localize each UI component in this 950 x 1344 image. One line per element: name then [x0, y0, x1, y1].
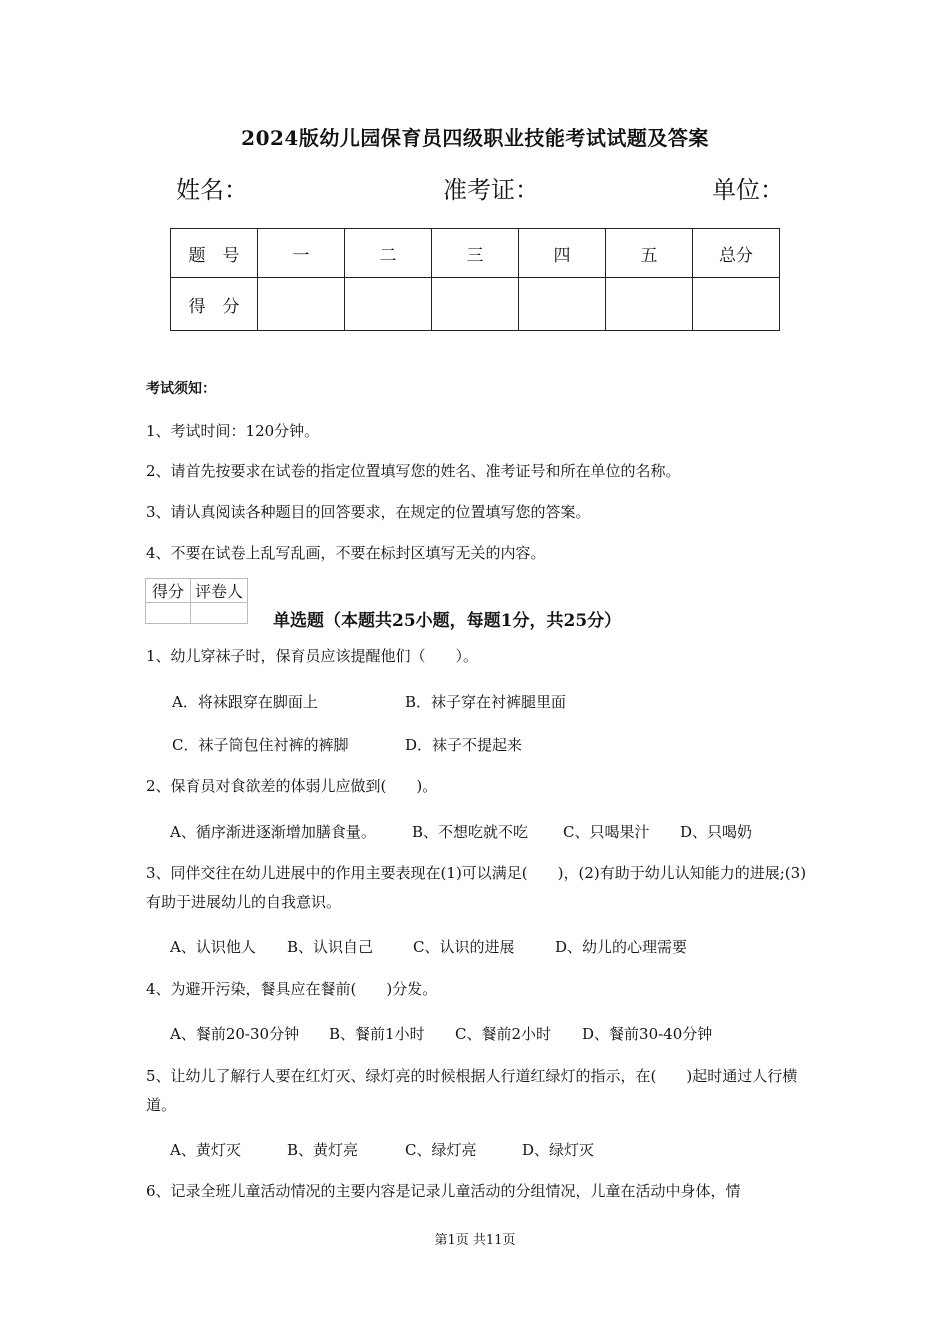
score-table — [170, 228, 780, 331]
score-table-header-row — [171, 229, 780, 278]
option: A、循序渐进逐渐增加膳食量。 — [170, 823, 376, 841]
grader-reviewer-label: 评卷人 — [191, 579, 248, 603]
option: D．袜子不提起来 — [405, 736, 523, 754]
score-row-label: 得 分 — [171, 278, 258, 331]
option: D、绿灯灭 — [522, 1141, 595, 1159]
header-cell: 二 — [345, 229, 432, 278]
name-label: 姓名： — [176, 176, 248, 204]
option: D、餐前30-40分钟 — [582, 1025, 713, 1043]
score-cell — [258, 278, 345, 331]
header-cell: 四 — [519, 229, 606, 278]
notice-item: 2、请首先按要求在试卷的指定位置填写您的姓名、准考证号和所在单位的名称。 — [146, 462, 681, 480]
question-text: 5、让幼儿了解行人要在红灯灭、绿灯亮的时候根据人行道红绿灯的指示，在( )起时通过人行横道。 — [146, 1067, 798, 1114]
option: B、黄灯亮 — [287, 1141, 359, 1159]
header-cell: 三 — [432, 229, 519, 278]
option: C、认识的进展 — [413, 938, 515, 956]
option: B、餐前1小时 — [329, 1025, 425, 1043]
notice-item: 4、不要在试卷上乱写乱画，不要在标封区填写无关的内容。 — [146, 544, 546, 562]
option: B、不想吃就不吃 — [412, 823, 529, 841]
notice-item: 3、请认真阅读各种题目的回答要求，在规定的位置填写您的答案。 — [146, 503, 591, 521]
option: A．将袜跟穿在脚面上 — [172, 693, 318, 711]
score-cell — [345, 278, 432, 331]
candidate-info — [0, 170, 950, 204]
score-cell — [519, 278, 606, 331]
option: C、只喝果汁 — [563, 823, 650, 841]
option: A、黄灯灭 — [170, 1141, 241, 1159]
grader-score-label: 得分 — [146, 579, 191, 603]
option: A、认识他人 — [170, 938, 256, 956]
notice-item: 1、考试时间：120分钟。 — [146, 422, 320, 440]
question-text: 2、保育员对食欲差的体弱儿应做到( )。 — [146, 777, 438, 795]
option: A、餐前20-30分钟 — [170, 1025, 300, 1043]
header-cell: 总分 — [693, 229, 780, 278]
question-text: 4、为避开污染，餐具应在餐前( )分发。 — [146, 980, 438, 998]
grader-reviewer-cell — [191, 603, 248, 624]
unit-label: 单位： — [712, 176, 784, 204]
option: B、认识自己 — [287, 938, 374, 956]
option: C．袜子筒包住衬裤的裤脚 — [172, 736, 349, 754]
notice-heading: 考试须知： — [146, 381, 216, 397]
option: D、幼儿的心理需要 — [555, 938, 688, 956]
question-text: 6、记录全班儿童活动情况的主要内容是记录儿童活动的分组情况，儿童在活动中身体，情 — [146, 1182, 741, 1200]
grader-box — [145, 578, 248, 624]
option: D、只喝奶 — [680, 823, 753, 841]
option: C、餐前2小时 — [455, 1025, 552, 1043]
header-cell: 一 — [258, 229, 345, 278]
page-footer: 第1页 共11页 — [434, 1233, 516, 1248]
grader-score-cell — [146, 603, 191, 624]
question-text: 3、同伴交往在幼儿进展中的作用主要表现在(1)可以满足( )，(2)有助于幼儿认知能力的进展;(3)有助于进展幼儿的自我意识。 — [146, 864, 807, 911]
header-cell: 题 号 — [171, 229, 258, 278]
score-table-score-row — [171, 278, 780, 331]
page-title: 2024版幼儿园保育员四级职业技能考试试题及答案 — [241, 126, 709, 150]
section-title: 单选题（本题共25小题，每题1分，共25分） — [273, 611, 622, 631]
option: C、绿灯亮 — [405, 1141, 477, 1159]
exam-id-label: 准考证： — [443, 176, 539, 204]
header-cell: 五 — [606, 229, 693, 278]
score-cell — [432, 278, 519, 331]
question-text: 1、幼儿穿袜子时，保育员应该提醒他们（ ）。 — [146, 647, 479, 665]
score-cell — [606, 278, 693, 331]
score-cell — [693, 278, 780, 331]
option: B．袜子穿在衬裤腿里面 — [405, 693, 567, 711]
